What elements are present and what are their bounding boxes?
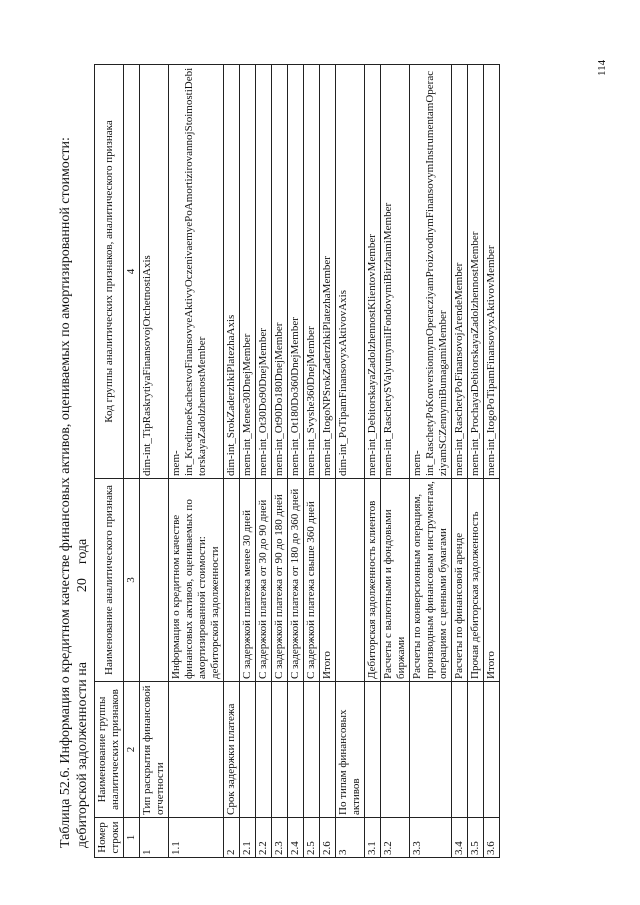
- cell-row-number: 3.5: [468, 818, 484, 858]
- cell-attribute-name: [224, 479, 240, 682]
- table-row: [140, 65, 169, 858]
- cell-group-name: По типам финансовых активов: [336, 682, 365, 818]
- table-row: [288, 65, 304, 858]
- cell-row-number: 2.4: [288, 818, 304, 858]
- table-row: [240, 65, 256, 858]
- cell-row-number: 2.5: [304, 818, 320, 858]
- table-header-row: [95, 65, 124, 858]
- cell-row-number: 3.1: [365, 818, 381, 858]
- table-body: [140, 65, 500, 858]
- cell-attribute-name: С задержкой платежа менее 30 дней: [240, 479, 256, 682]
- cell-attribute-name: [336, 479, 365, 682]
- table-row: [484, 65, 500, 858]
- cell-group-name: [169, 682, 224, 818]
- cell-row-number: 3.3: [410, 818, 452, 858]
- table-row: [381, 65, 410, 858]
- cell-row-number: 2.3: [272, 818, 288, 858]
- index-2: 2: [124, 682, 140, 818]
- table-row: [256, 65, 272, 858]
- cell-row-number: 1.1: [169, 818, 224, 858]
- cell-code: dim-int_PoTipamFinansovyxAktivovAxis: [336, 65, 365, 479]
- cell-group-name: [468, 682, 484, 818]
- cell-attribute-name: Расчеты по финансовой аренде: [452, 479, 468, 682]
- cell-attribute-name: С задержкой платежа от 180 до 360 дней: [288, 479, 304, 682]
- title-year: 20: [75, 578, 90, 593]
- cell-attribute-name: Итого: [484, 479, 500, 682]
- cell-row-number: 2.6: [320, 818, 336, 858]
- cell-attribute-name: Расчеты по конверсионным операциям, производным финансовым инструментам, операциям с ценными бумагами: [410, 479, 452, 682]
- table-row: [365, 65, 381, 858]
- cell-group-name: [240, 682, 256, 818]
- cell-attribute-name: Расчеты с валютными и фондовыми биржами: [381, 479, 410, 682]
- header-attribute-name: Наименование аналитического признака: [95, 479, 124, 682]
- cell-row-number: 2.1: [240, 818, 256, 858]
- cell-row-number: 2: [224, 818, 240, 858]
- cell-code: mem-int_ProchayaDebitorskayaZadolzhennostMember: [468, 65, 484, 479]
- cell-attribute-name: Прочая дебиторская задолженность: [468, 479, 484, 682]
- title-date-suffix: года: [75, 538, 90, 565]
- header-row-number: Номер строки: [95, 818, 124, 858]
- cell-row-number: 1: [140, 818, 169, 858]
- cell-group-name: [288, 682, 304, 818]
- cell-code: mem-int_DebitorskayaZadolzhennostKlientovMember: [365, 65, 381, 479]
- cell-group-name: Срок задержки платежа: [224, 682, 240, 818]
- cell-group-name: [452, 682, 468, 818]
- table-index-row: [124, 65, 140, 858]
- cell-attribute-name: Дебиторская задолженность клиентов: [365, 479, 381, 682]
- table-row: [452, 65, 468, 858]
- cell-code: mem-int_RaschetyPoKonversionnymOperacziyamProizvodnymFinansovymInstrumentamOperacziyamSCZennymiBumagamiMember: [410, 65, 452, 479]
- cell-row-number: 3: [336, 818, 365, 858]
- cell-code: mem-int_ItogoNPSrokZaderzhkiPlatezhaMember: [320, 65, 336, 479]
- table-row: [169, 65, 224, 858]
- cell-attribute-name: Информация о кредитном качестве финансовых активов, оцениваемых по амортизированной стоимости: дебиторской задолженности: [169, 479, 224, 682]
- table-row: [336, 65, 365, 858]
- page-number: 114: [596, 59, 608, 77]
- title-date-prefix: дебиторской задолженности на: [75, 662, 90, 848]
- cell-row-number: 2.2: [256, 818, 272, 858]
- cell-group-name: [484, 682, 500, 818]
- cell-code: dim-int_SrokZaderzhkiPlatezhaAxis: [224, 65, 240, 479]
- index-1: 1: [124, 818, 140, 858]
- cell-code: mem-int_RaschetySValyutnymiIFondovymiBirzhamiMember: [381, 65, 410, 479]
- cell-code: dim-int_TipRaskrytiyaFinansovojOtchetnostiAxis: [140, 65, 169, 479]
- cell-attribute-name: С задержкой платежа от 90 до 180 дней: [272, 479, 288, 682]
- cell-code: mem-int_Menee30DnejMember: [240, 65, 256, 479]
- cell-attribute-name: С задержкой платежа свыше 360 дней: [304, 479, 320, 682]
- cell-group-name: [381, 682, 410, 818]
- table-title: [57, 65, 91, 848]
- cell-code: mem-int_Ot180Do360DnejMember: [288, 65, 304, 479]
- cell-attribute-name: Итого: [320, 479, 336, 682]
- table-row: [224, 65, 240, 858]
- cell-group-name: [410, 682, 452, 818]
- cell-row-number: 3.2: [381, 818, 410, 858]
- cell-code: mem-int_Ot90Do180DnejMember: [272, 65, 288, 479]
- cell-code: mem-int_Ot30Do90DnejMember: [256, 65, 272, 479]
- header-group-name: Наименование группы аналитических признаков: [95, 682, 124, 818]
- cell-code: mem-int_RaschetyPoFinansovojArendeMember: [452, 65, 468, 479]
- table-row: [320, 65, 336, 858]
- table-row: [468, 65, 484, 858]
- table-row: [410, 65, 452, 858]
- cell-group-name: Тип раскрытия финансовой отчетности: [140, 682, 169, 818]
- table-title-line-2: [74, 65, 91, 848]
- cell-row-number: 3.6: [484, 818, 500, 858]
- cell-group-name: [304, 682, 320, 818]
- cell-attribute-name: [140, 479, 169, 682]
- table-row: [304, 65, 320, 858]
- table-title-line-1: Таблица 52.6. Информация о кредитном качестве финансовых активов, оцениваемых по амортизированной стоимости:: [58, 137, 73, 848]
- rotated-page-content: [57, 65, 557, 858]
- cell-group-name: [365, 682, 381, 818]
- cell-group-name: [256, 682, 272, 818]
- cell-group-name: [320, 682, 336, 818]
- index-4: 4: [124, 65, 140, 479]
- cell-group-name: [272, 682, 288, 818]
- index-3: 3: [124, 479, 140, 682]
- cell-row-number: 3.4: [452, 818, 468, 858]
- table-row: [272, 65, 288, 858]
- cell-code: mem-int_Svyshe360DnejMember: [304, 65, 320, 479]
- cell-code: mem-int_KreditnoeKachestvoFinansovyeAktivyOczenivaemyePoAmortizirovannojStoimostiDebitorskayaZadolzhennostMember: [169, 65, 224, 479]
- cell-attribute-name: С задержкой платежа от 30 до 90 дней: [256, 479, 272, 682]
- header-code: Код группы аналитических признаков, аналитического признака: [95, 65, 124, 479]
- cell-code: mem-int_ItogoPoTipamFinansovyxAktivovMember: [484, 65, 500, 479]
- credit-quality-table: [94, 64, 500, 858]
